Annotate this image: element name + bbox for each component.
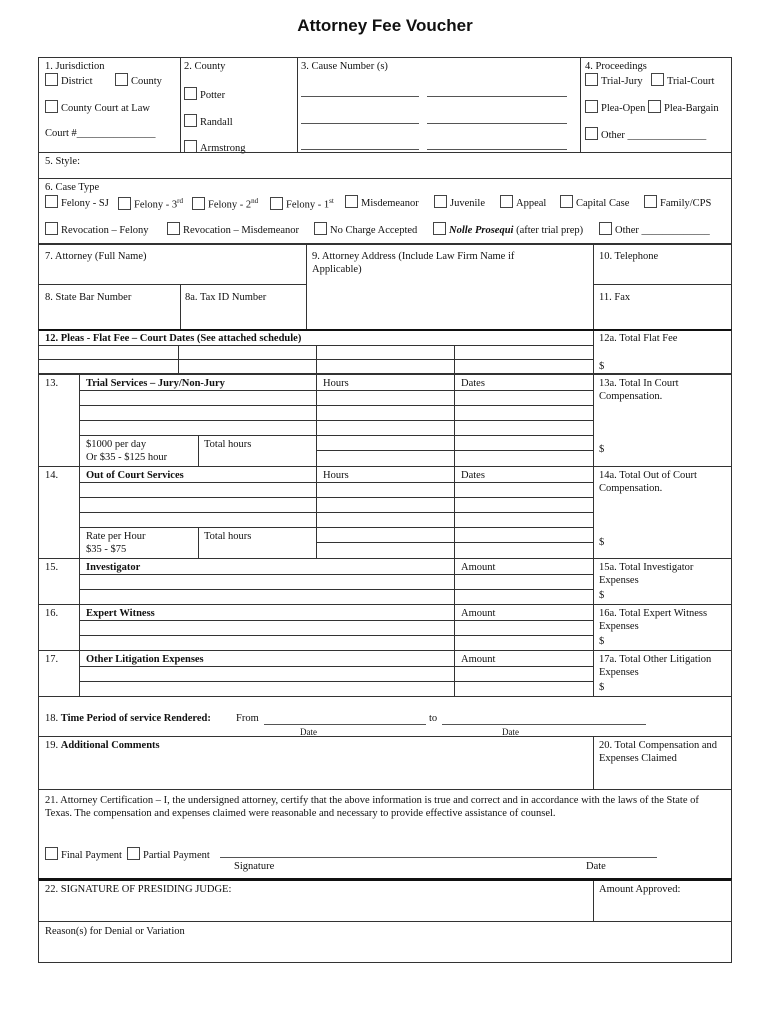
section-time-period: [38, 696, 732, 737]
revocation-misdemeanor-label: Revocation – Misdemeanor: [183, 225, 300, 236]
telephone-label: 10. Telephone: [599, 251, 659, 262]
trial-services-number: 13.: [45, 378, 59, 389]
out-rate-range: $35 - $75: [86, 544, 127, 555]
trial-total-hours-label: Total hours: [204, 439, 252, 450]
county-section-label: 2. County: [184, 61, 226, 72]
felony-sj-checkbox[interactable]: [45, 195, 58, 208]
investigator-number: 15.: [45, 562, 59, 573]
jurisdiction-label: 1. Jurisdiction: [45, 61, 105, 72]
denial-reasons-label: Reason(s) for Denial or Variation: [45, 926, 185, 937]
fax-label: 11. Fax: [599, 292, 631, 303]
total-other-litigation-dollar: $: [599, 682, 605, 693]
pleas-label: 12. Pleas - Flat Fee – Court Dates (See attached schedule): [45, 333, 302, 344]
section-case-type: [38, 178, 732, 244]
section-certification: [38, 789, 732, 879]
armstrong-label: Armstrong: [200, 143, 246, 154]
family-cps-label: Family/CPS: [660, 198, 712, 209]
out-dates-header: Dates: [461, 470, 485, 481]
trial-rate-hour: Or $35 - $125 hour: [86, 452, 168, 463]
proceedings-label: 4. Proceedings: [585, 61, 647, 72]
out-total-hours-label: Total hours: [204, 531, 252, 542]
section-expert-witness: [38, 604, 732, 651]
other-case-label[interactable]: Other _____________: [615, 225, 710, 236]
total-flat-fee-label: 12a. Total Flat Fee: [599, 333, 678, 344]
tax-id-label: 8a. Tax ID Number: [185, 292, 267, 303]
plea-bargain-checkbox[interactable]: [648, 100, 661, 113]
final-payment-label: Final Payment: [61, 850, 122, 861]
felony-2-suffix: nd: [251, 197, 259, 205]
total-other-litigation-label: 17a. Total Other Litigation Expenses: [599, 654, 712, 678]
section-out-of-court: [38, 466, 732, 559]
trial-dates-header: Dates: [461, 378, 485, 389]
expert-witness-number: 16.: [45, 608, 59, 619]
nolle-prosequi-label: Nolle Prosequi: [449, 225, 514, 236]
out-of-court-number: 14.: [45, 470, 59, 481]
style-label: 5. Style:: [45, 156, 81, 167]
capital-case-checkbox[interactable]: [560, 195, 573, 208]
other-litigation-label: Other Litigation Expenses: [86, 654, 204, 665]
total-flat-fee-dollar: $: [599, 361, 605, 372]
investigator-label: Investigator: [86, 562, 141, 573]
state-bar-label: 8. State Bar Number: [45, 292, 132, 303]
cause-number-line[interactable]: [427, 96, 567, 97]
judge-signature-label: 22. SIGNATURE OF PRESIDING JUDGE:: [45, 884, 232, 895]
juvenile-checkbox[interactable]: [434, 195, 447, 208]
case-type-label: 6. Case Type: [45, 182, 100, 193]
felony-1-label: Felony - 1: [286, 199, 330, 211]
section-attorney: [38, 244, 732, 330]
total-expert-label: 16a. Total Expert Witness Expenses: [599, 608, 708, 632]
misdemeanor-checkbox[interactable]: [345, 195, 358, 208]
trial-services-label: Trial Services – Jury/Non-Jury: [86, 378, 225, 389]
signature-field[interactable]: [220, 857, 657, 858]
cause-number-label: 3. Cause Number (s): [301, 61, 388, 72]
investigator-amount-header: Amount: [461, 562, 496, 573]
felony-1-checkbox[interactable]: [270, 197, 283, 210]
plea-open-label: Plea-Open: [601, 103, 646, 114]
other-case-checkbox[interactable]: [599, 222, 612, 235]
attorney-name-label: 7. Attorney (Full Name): [45, 251, 147, 262]
section-style: [38, 152, 732, 179]
revocation-felony-label: Revocation – Felony: [61, 225, 149, 236]
potter-label: Potter: [200, 90, 226, 101]
out-rate-label: Rate per Hour: [86, 531, 146, 542]
partial-payment-checkbox[interactable]: [127, 847, 140, 860]
amount-approved-label: Amount Approved:: [599, 884, 681, 895]
signature-date-caption: Date: [586, 861, 606, 872]
no-charge-label: No Charge Accepted: [330, 225, 418, 236]
comments-number: 19.: [45, 740, 61, 751]
other-proceeding-checkbox[interactable]: [585, 127, 598, 140]
to-date-field[interactable]: [442, 724, 646, 725]
plea-open-checkbox[interactable]: [585, 100, 598, 113]
felony-1-suffix: st: [329, 197, 334, 205]
county-checkbox[interactable]: [115, 73, 128, 86]
total-out-of-court-label: 14a. Total Out of Court Compensation.: [599, 470, 697, 494]
potter-checkbox[interactable]: [184, 87, 197, 100]
to-date-caption: Date: [502, 727, 519, 737]
capital-case-label: Capital Case: [576, 198, 630, 209]
from-date-field[interactable]: [264, 724, 426, 725]
attorney-address-label: 9. Attorney Address (Include Law Firm Name if Applicable): [312, 251, 515, 275]
randall-checkbox[interactable]: [184, 114, 197, 127]
felony-2-label: Felony - 2: [208, 199, 252, 211]
revocation-misdemeanor-checkbox[interactable]: [167, 222, 180, 235]
revocation-felony-checkbox[interactable]: [45, 222, 58, 235]
from-label: From: [236, 713, 259, 724]
final-payment-checkbox[interactable]: [45, 847, 58, 860]
total-investigator-label: 15a. Total Investigator Expenses: [599, 562, 694, 586]
comments-label: Additional Comments: [60, 740, 160, 751]
partial-payment-label: Partial Payment: [143, 850, 210, 861]
family-cps-checkbox[interactable]: [644, 195, 657, 208]
section-comments: [38, 736, 732, 790]
felony-3-label: Felony - 3: [134, 199, 178, 211]
out-hours-header: Hours: [323, 470, 349, 481]
section-other-litigation: [38, 650, 732, 697]
other-litigation-amount-header: Amount: [461, 654, 496, 665]
trial-rate-day: $1000 per day: [86, 439, 147, 450]
felony-2-checkbox[interactable]: [192, 197, 205, 210]
total-investigator-dollar: $: [599, 590, 605, 601]
felony-sj-label: Felony - SJ: [61, 198, 109, 209]
felony-3-checkbox[interactable]: [118, 197, 131, 210]
district-label: District: [61, 76, 93, 87]
other-proceeding-label[interactable]: Other _______________: [601, 130, 707, 141]
total-in-court-label: 13a. Total In Court Compensation.: [599, 378, 679, 402]
trial-hours-header: Hours: [323, 378, 349, 389]
cause-number-line[interactable]: [427, 149, 567, 150]
trial-jury-label: Trial-Jury: [601, 76, 643, 87]
cause-number-line[interactable]: [301, 123, 419, 124]
district-checkbox[interactable]: [45, 73, 58, 86]
plea-bargain-label: Plea-Bargain: [664, 103, 719, 114]
certification-text: 21. Attorney Certification – I, the undersigned attorney, certify that the above information is true and correct and in accordance with the laws of the State of Texas. The compensation and expenses claimed were reasonable and necessary to provide effective assistance of counsel.: [45, 795, 699, 819]
trial-court-checkbox[interactable]: [651, 73, 664, 86]
cause-number-line[interactable]: [301, 96, 419, 97]
appeal-checkbox[interactable]: [500, 195, 513, 208]
out-of-court-label: Out of Court Services: [86, 470, 184, 481]
county-label: County: [131, 76, 162, 87]
appeal-label: Appeal: [516, 198, 547, 209]
signature-caption: Signature: [234, 861, 275, 872]
from-date-caption: Date: [300, 727, 317, 737]
section-pleas: [38, 329, 732, 374]
to-label: to: [429, 713, 438, 724]
cause-number-line[interactable]: [427, 123, 567, 124]
time-period-number: 18.: [45, 713, 61, 724]
randall-label: Randall: [200, 117, 233, 128]
section-trial-services: [38, 374, 732, 467]
court-number-field[interactable]: Court #_______________: [45, 128, 156, 139]
expert-witness-label: Expert Witness: [86, 608, 155, 619]
total-claimed-label: 20. Total Compensation and Expenses Claimed: [599, 740, 718, 764]
form-title: Attorney Fee Voucher: [297, 16, 473, 35]
expert-amount-header: Amount: [461, 608, 496, 619]
trial-court-label: Trial-Court: [667, 76, 715, 87]
total-out-of-court-dollar: $: [599, 537, 605, 548]
misdemeanor-label: Misdemeanor: [361, 198, 419, 209]
total-in-court-dollar: $: [599, 444, 605, 455]
trial-jury-checkbox[interactable]: [585, 73, 598, 86]
nolle-prosequi-note: (after trial prep): [513, 225, 584, 236]
section-judge: [38, 878, 732, 963]
section-jurisdiction: [38, 57, 732, 153]
time-period-label: Time Period of service Rendered:: [60, 713, 211, 724]
county-court-label: County Court at Law: [61, 103, 150, 114]
nolle-prosequi-checkbox[interactable]: [433, 222, 446, 235]
county-court-checkbox[interactable]: [45, 100, 58, 113]
section-investigator: [38, 558, 732, 605]
juvenile-label: Juvenile: [450, 198, 485, 209]
no-charge-checkbox[interactable]: [314, 222, 327, 235]
felony-3-suffix: rd: [177, 197, 184, 205]
cause-number-line[interactable]: [301, 149, 419, 150]
total-expert-dollar: $: [599, 636, 605, 647]
other-litigation-number: 17.: [45, 654, 59, 665]
